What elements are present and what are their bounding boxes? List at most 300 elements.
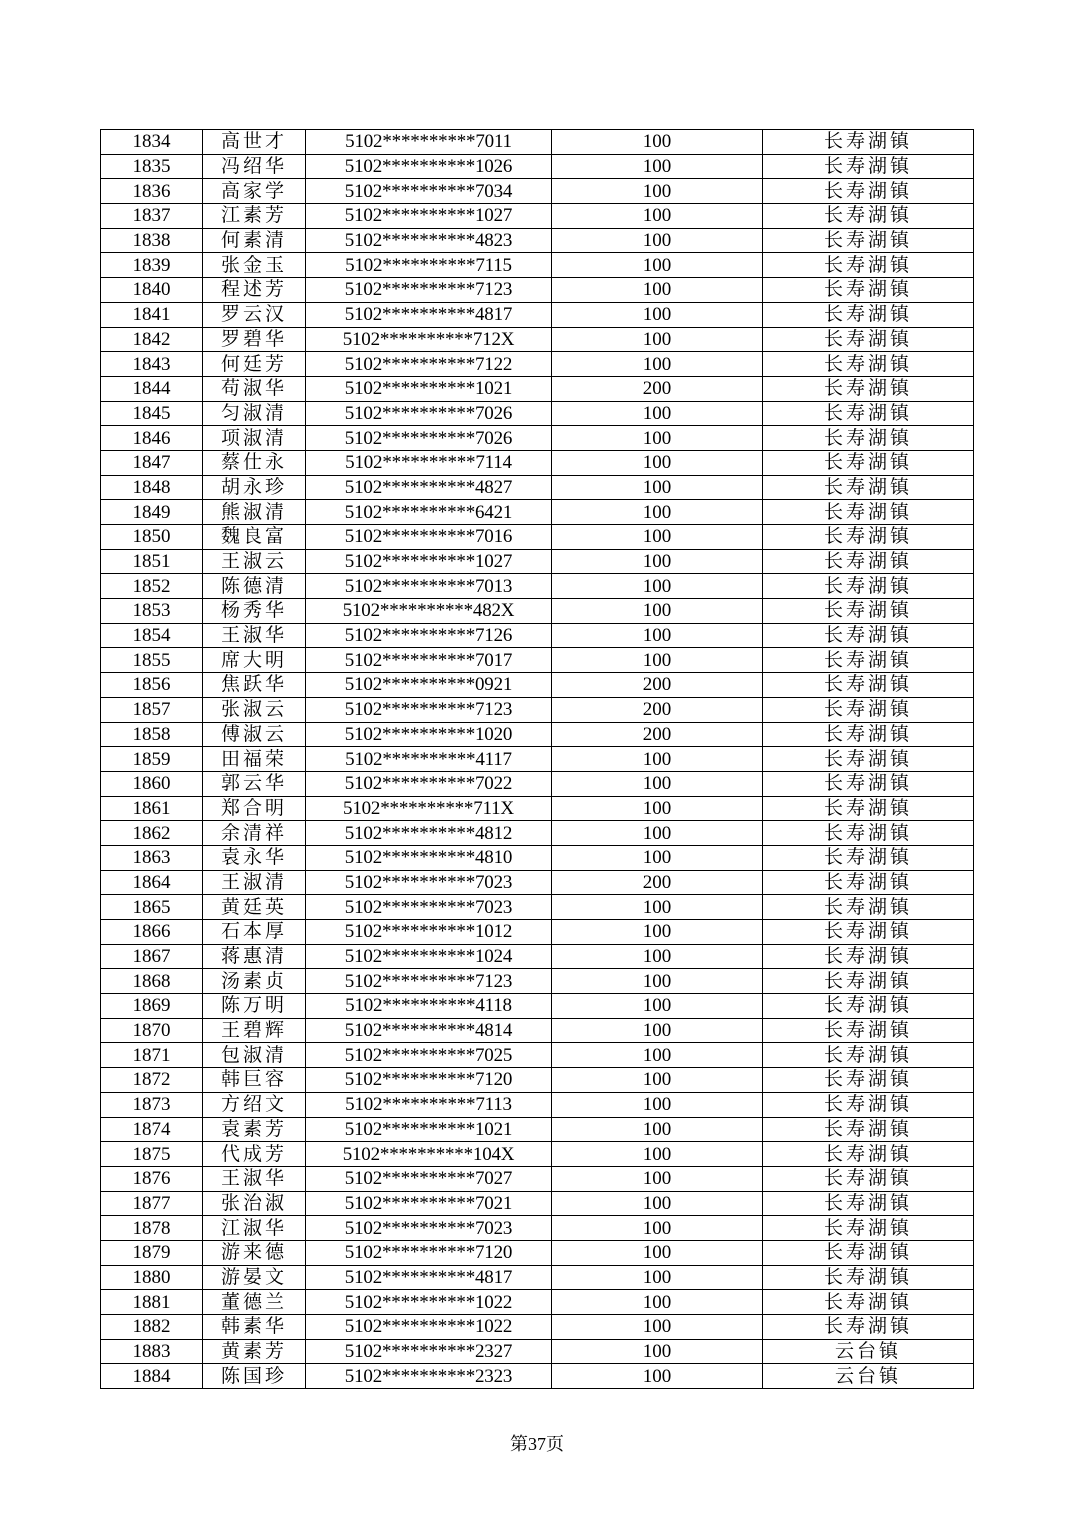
id-number-cell: 5102**********7114 (306, 450, 552, 475)
serial-number-cell: 1835 (101, 154, 203, 179)
person-name-cell: 游来德 (203, 1240, 306, 1265)
id-number-cell: 5102**********1021 (306, 376, 552, 401)
town-cell: 长寿湖镇 (763, 500, 974, 525)
amount-cell: 100 (552, 228, 763, 253)
person-name-cell: 高家学 (203, 179, 306, 204)
person-name-cell: 方绍文 (203, 1092, 306, 1117)
id-number-cell: 5102**********7122 (306, 352, 552, 377)
table-row (101, 450, 974, 475)
serial-number-cell: 1878 (101, 1216, 203, 1241)
amount-cell: 100 (552, 1265, 763, 1290)
amount-cell: 100 (552, 599, 763, 624)
town-cell: 长寿湖镇 (763, 994, 974, 1019)
table-row (101, 302, 974, 327)
amount-cell: 100 (552, 549, 763, 574)
id-number-cell: 5102**********2323 (306, 1364, 552, 1389)
town-cell: 长寿湖镇 (763, 130, 974, 155)
table-row (101, 426, 974, 451)
id-number-cell: 5102**********7123 (306, 278, 552, 303)
town-cell: 长寿湖镇 (763, 1117, 974, 1142)
town-cell: 云台镇 (763, 1364, 974, 1389)
town-cell: 长寿湖镇 (763, 673, 974, 698)
amount-cell: 100 (552, 450, 763, 475)
table-row (101, 870, 974, 895)
id-number-cell: 5102**********7021 (306, 1191, 552, 1216)
amount-cell: 100 (552, 1018, 763, 1043)
town-cell: 长寿湖镇 (763, 1018, 974, 1043)
serial-number-cell: 1852 (101, 574, 203, 599)
person-name-cell: 熊淑清 (203, 500, 306, 525)
table-row (101, 796, 974, 821)
table-row (101, 179, 974, 204)
table-row (101, 648, 974, 673)
table-row (101, 599, 974, 624)
table-row (101, 697, 974, 722)
town-cell: 长寿湖镇 (763, 969, 974, 994)
person-name-cell: 张治淑 (203, 1191, 306, 1216)
table-row (101, 623, 974, 648)
serial-number-cell: 1877 (101, 1191, 203, 1216)
town-cell: 长寿湖镇 (763, 525, 974, 550)
town-cell: 长寿湖镇 (763, 1265, 974, 1290)
serial-number-cell: 1850 (101, 525, 203, 550)
id-number-cell: 5102**********7016 (306, 525, 552, 550)
person-name-cell: 匀淑清 (203, 401, 306, 426)
town-cell: 长寿湖镇 (763, 376, 974, 401)
table-row (101, 204, 974, 229)
amount-cell: 100 (552, 278, 763, 303)
roster-table-body (101, 130, 974, 1389)
id-number-cell: 5102**********4117 (306, 747, 552, 772)
id-number-cell: 5102**********1024 (306, 944, 552, 969)
id-number-cell: 5102**********4118 (306, 994, 552, 1019)
id-number-cell: 5102**********1027 (306, 204, 552, 229)
person-name-cell: 罗云汉 (203, 302, 306, 327)
id-number-cell: 5102**********7034 (306, 179, 552, 204)
town-cell: 长寿湖镇 (763, 623, 974, 648)
town-cell: 长寿湖镇 (763, 870, 974, 895)
town-cell: 长寿湖镇 (763, 1315, 974, 1340)
id-number-cell: 5102**********1020 (306, 722, 552, 747)
id-number-cell: 5102**********7023 (306, 895, 552, 920)
table-row (101, 500, 974, 525)
id-number-cell: 5102**********4823 (306, 228, 552, 253)
amount-cell: 100 (552, 1290, 763, 1315)
person-name-cell: 傅淑云 (203, 722, 306, 747)
person-name-cell: 蒋惠清 (203, 944, 306, 969)
table-row (101, 1068, 974, 1093)
serial-number-cell: 1844 (101, 376, 203, 401)
town-cell: 长寿湖镇 (763, 1290, 974, 1315)
table-row (101, 969, 974, 994)
town-cell: 长寿湖镇 (763, 1142, 974, 1167)
person-name-cell: 蔡仕永 (203, 450, 306, 475)
serial-number-cell: 1872 (101, 1068, 203, 1093)
id-number-cell: 5102**********1022 (306, 1290, 552, 1315)
serial-number-cell: 1882 (101, 1315, 203, 1340)
table-row (101, 549, 974, 574)
table-row (101, 673, 974, 698)
id-number-cell: 5102**********7113 (306, 1092, 552, 1117)
town-cell: 长寿湖镇 (763, 549, 974, 574)
person-name-cell: 袁永华 (203, 845, 306, 870)
id-number-cell: 5102**********4810 (306, 845, 552, 870)
person-name-cell: 焦跃华 (203, 673, 306, 698)
town-cell: 长寿湖镇 (763, 1092, 974, 1117)
id-number-cell: 5102**********7013 (306, 574, 552, 599)
table-row (101, 327, 974, 352)
town-cell: 长寿湖镇 (763, 845, 974, 870)
amount-cell: 100 (552, 1117, 763, 1142)
person-name-cell: 王淑云 (203, 549, 306, 574)
person-name-cell: 王淑清 (203, 870, 306, 895)
amount-cell: 100 (552, 1191, 763, 1216)
town-cell: 长寿湖镇 (763, 179, 974, 204)
serial-number-cell: 1841 (101, 302, 203, 327)
amount-cell: 100 (552, 1166, 763, 1191)
person-name-cell: 董德兰 (203, 1290, 306, 1315)
table-row (101, 1339, 974, 1364)
id-number-cell: 5102**********4817 (306, 302, 552, 327)
amount-cell: 100 (552, 821, 763, 846)
person-name-cell: 袁素芳 (203, 1117, 306, 1142)
serial-number-cell: 1879 (101, 1240, 203, 1265)
id-number-cell: 5102**********482X (306, 599, 552, 624)
serial-number-cell: 1862 (101, 821, 203, 846)
amount-cell: 100 (552, 1364, 763, 1389)
table-row (101, 1043, 974, 1068)
id-number-cell: 5102**********7120 (306, 1240, 552, 1265)
table-row (101, 1265, 974, 1290)
person-name-cell: 田福荣 (203, 747, 306, 772)
person-name-cell: 陈德清 (203, 574, 306, 599)
table-row (101, 574, 974, 599)
amount-cell: 100 (552, 1043, 763, 1068)
amount-cell: 100 (552, 771, 763, 796)
serial-number-cell: 1876 (101, 1166, 203, 1191)
amount-cell: 100 (552, 895, 763, 920)
table-row (101, 352, 974, 377)
serial-number-cell: 1861 (101, 796, 203, 821)
serial-number-cell: 1881 (101, 1290, 203, 1315)
serial-number-cell: 1867 (101, 944, 203, 969)
serial-number-cell: 1843 (101, 352, 203, 377)
amount-cell: 100 (552, 426, 763, 451)
amount-cell: 100 (552, 302, 763, 327)
id-number-cell: 5102**********4814 (306, 1018, 552, 1043)
person-name-cell: 项淑清 (203, 426, 306, 451)
table-row (101, 821, 974, 846)
id-number-cell: 5102**********7126 (306, 623, 552, 648)
amount-cell: 100 (552, 969, 763, 994)
table-row (101, 895, 974, 920)
amount-cell: 100 (552, 574, 763, 599)
table-row (101, 525, 974, 550)
person-name-cell: 黄廷英 (203, 895, 306, 920)
town-cell: 长寿湖镇 (763, 821, 974, 846)
serial-number-cell: 1836 (101, 179, 203, 204)
table-row (101, 376, 974, 401)
page-number: 第37页 (510, 1434, 564, 1454)
id-number-cell: 5102**********1021 (306, 1117, 552, 1142)
amount-cell: 200 (552, 376, 763, 401)
amount-cell: 200 (552, 870, 763, 895)
town-cell: 长寿湖镇 (763, 944, 974, 969)
person-name-cell: 王淑华 (203, 1166, 306, 1191)
town-cell: 长寿湖镇 (763, 204, 974, 229)
table-row (101, 1018, 974, 1043)
person-name-cell: 陈万明 (203, 994, 306, 1019)
id-number-cell: 5102**********7120 (306, 1068, 552, 1093)
amount-cell: 100 (552, 845, 763, 870)
serial-number-cell: 1837 (101, 204, 203, 229)
id-number-cell: 5102**********1022 (306, 1315, 552, 1340)
town-cell: 长寿湖镇 (763, 228, 974, 253)
town-cell: 长寿湖镇 (763, 1240, 974, 1265)
table-row (101, 475, 974, 500)
person-name-cell: 席大明 (203, 648, 306, 673)
person-name-cell: 汤素贞 (203, 969, 306, 994)
person-name-cell: 余清祥 (203, 821, 306, 846)
serial-number-cell: 1840 (101, 278, 203, 303)
town-cell: 长寿湖镇 (763, 920, 974, 945)
id-number-cell: 5102**********4817 (306, 1265, 552, 1290)
person-name-cell: 黄素芳 (203, 1339, 306, 1364)
table-row (101, 154, 974, 179)
table-row (101, 944, 974, 969)
table-row (101, 1191, 974, 1216)
amount-cell: 100 (552, 944, 763, 969)
serial-number-cell: 1884 (101, 1364, 203, 1389)
amount-cell: 100 (552, 327, 763, 352)
amount-cell: 100 (552, 154, 763, 179)
amount-cell: 100 (552, 1068, 763, 1093)
person-name-cell: 包淑清 (203, 1043, 306, 1068)
town-cell: 长寿湖镇 (763, 1191, 974, 1216)
table-row (101, 278, 974, 303)
person-name-cell: 王淑华 (203, 623, 306, 648)
person-name-cell: 江淑华 (203, 1216, 306, 1241)
serial-number-cell: 1846 (101, 426, 203, 451)
amount-cell: 100 (552, 1092, 763, 1117)
serial-number-cell: 1875 (101, 1142, 203, 1167)
table-row (101, 994, 974, 1019)
serial-number-cell: 1863 (101, 845, 203, 870)
serial-number-cell: 1848 (101, 475, 203, 500)
town-cell: 长寿湖镇 (763, 771, 974, 796)
serial-number-cell: 1874 (101, 1117, 203, 1142)
id-number-cell: 5102**********0921 (306, 673, 552, 698)
town-cell: 长寿湖镇 (763, 648, 974, 673)
person-name-cell: 韩巨容 (203, 1068, 306, 1093)
table-row (101, 130, 974, 155)
id-number-cell: 5102**********7027 (306, 1166, 552, 1191)
amount-cell: 100 (552, 1339, 763, 1364)
table-row (101, 920, 974, 945)
table-row (101, 401, 974, 426)
serial-number-cell: 1858 (101, 722, 203, 747)
serial-number-cell: 1883 (101, 1339, 203, 1364)
town-cell: 长寿湖镇 (763, 253, 974, 278)
id-number-cell: 5102**********7123 (306, 969, 552, 994)
person-name-cell: 何素清 (203, 228, 306, 253)
table-row (101, 722, 974, 747)
person-name-cell: 韩素华 (203, 1315, 306, 1340)
serial-number-cell: 1870 (101, 1018, 203, 1043)
serial-number-cell: 1864 (101, 870, 203, 895)
person-name-cell: 游晏文 (203, 1265, 306, 1290)
serial-number-cell: 1834 (101, 130, 203, 155)
person-name-cell: 罗碧华 (203, 327, 306, 352)
person-name-cell: 何廷芳 (203, 352, 306, 377)
serial-number-cell: 1855 (101, 648, 203, 673)
amount-cell: 100 (552, 1315, 763, 1340)
table-row (101, 1290, 974, 1315)
id-number-cell: 5102**********1027 (306, 549, 552, 574)
serial-number-cell: 1838 (101, 228, 203, 253)
table-row (101, 1092, 974, 1117)
table-row (101, 1315, 974, 1340)
id-number-cell: 5102**********7123 (306, 697, 552, 722)
id-number-cell: 5102**********7023 (306, 1216, 552, 1241)
town-cell: 长寿湖镇 (763, 450, 974, 475)
amount-cell: 100 (552, 130, 763, 155)
id-number-cell: 5102**********1026 (306, 154, 552, 179)
amount-cell: 100 (552, 648, 763, 673)
amount-cell: 100 (552, 1142, 763, 1167)
amount-cell: 100 (552, 179, 763, 204)
serial-number-cell: 1866 (101, 920, 203, 945)
person-name-cell: 高世才 (203, 130, 306, 155)
id-number-cell: 5102**********104X (306, 1142, 552, 1167)
table-row (101, 253, 974, 278)
amount-cell: 100 (552, 623, 763, 648)
amount-cell: 100 (552, 747, 763, 772)
person-name-cell: 石本厚 (203, 920, 306, 945)
table-row (101, 1240, 974, 1265)
serial-number-cell: 1860 (101, 771, 203, 796)
serial-number-cell: 1839 (101, 253, 203, 278)
serial-number-cell: 1847 (101, 450, 203, 475)
amount-cell: 100 (552, 796, 763, 821)
serial-number-cell: 1853 (101, 599, 203, 624)
id-number-cell: 5102**********7022 (306, 771, 552, 796)
serial-number-cell: 1849 (101, 500, 203, 525)
serial-number-cell: 1856 (101, 673, 203, 698)
town-cell: 长寿湖镇 (763, 154, 974, 179)
person-name-cell: 苟淑华 (203, 376, 306, 401)
town-cell: 长寿湖镇 (763, 1068, 974, 1093)
town-cell: 长寿湖镇 (763, 1216, 974, 1241)
amount-cell: 100 (552, 475, 763, 500)
person-name-cell: 张淑云 (203, 697, 306, 722)
person-name-cell: 胡永珍 (203, 475, 306, 500)
person-name-cell: 郑合明 (203, 796, 306, 821)
amount-cell: 100 (552, 401, 763, 426)
id-number-cell: 5102**********6421 (306, 500, 552, 525)
id-number-cell: 5102**********7017 (306, 648, 552, 673)
town-cell: 长寿湖镇 (763, 697, 974, 722)
serial-number-cell: 1873 (101, 1092, 203, 1117)
town-cell: 长寿湖镇 (763, 1043, 974, 1068)
serial-number-cell: 1845 (101, 401, 203, 426)
id-number-cell: 5102**********7023 (306, 870, 552, 895)
id-number-cell: 5102**********4812 (306, 821, 552, 846)
roster-table (100, 129, 974, 1389)
person-name-cell: 杨秀华 (203, 599, 306, 624)
amount-cell: 200 (552, 673, 763, 698)
id-number-cell: 5102**********2327 (306, 1339, 552, 1364)
person-name-cell: 魏良富 (203, 525, 306, 550)
serial-number-cell: 1865 (101, 895, 203, 920)
id-number-cell: 5102**********7011 (306, 130, 552, 155)
town-cell: 长寿湖镇 (763, 327, 974, 352)
table-row (101, 845, 974, 870)
town-cell: 长寿湖镇 (763, 352, 974, 377)
town-cell: 长寿湖镇 (763, 895, 974, 920)
serial-number-cell: 1857 (101, 697, 203, 722)
amount-cell: 100 (552, 1240, 763, 1265)
table-row (101, 1216, 974, 1241)
town-cell: 长寿湖镇 (763, 747, 974, 772)
amount-cell: 100 (552, 253, 763, 278)
table-row (101, 1364, 974, 1389)
table-row (101, 1166, 974, 1191)
town-cell: 长寿湖镇 (763, 302, 974, 327)
amount-cell: 100 (552, 352, 763, 377)
person-name-cell: 王碧辉 (203, 1018, 306, 1043)
serial-number-cell: 1871 (101, 1043, 203, 1068)
table-row (101, 228, 974, 253)
id-number-cell: 5102**********1012 (306, 920, 552, 945)
amount-cell: 100 (552, 994, 763, 1019)
amount-cell: 200 (552, 722, 763, 747)
amount-cell: 100 (552, 1216, 763, 1241)
person-name-cell: 张金玉 (203, 253, 306, 278)
id-number-cell: 5102**********4827 (306, 475, 552, 500)
person-name-cell: 江素芳 (203, 204, 306, 229)
id-number-cell: 5102**********7115 (306, 253, 552, 278)
serial-number-cell: 1880 (101, 1265, 203, 1290)
id-number-cell: 5102**********7026 (306, 426, 552, 451)
amount-cell: 100 (552, 920, 763, 945)
town-cell: 长寿湖镇 (763, 401, 974, 426)
person-name-cell: 陈国珍 (203, 1364, 306, 1389)
table-row (101, 747, 974, 772)
town-cell: 长寿湖镇 (763, 796, 974, 821)
town-cell: 长寿湖镇 (763, 599, 974, 624)
id-number-cell: 5102**********7026 (306, 401, 552, 426)
amount-cell: 100 (552, 500, 763, 525)
table-row (101, 771, 974, 796)
amount-cell: 200 (552, 697, 763, 722)
id-number-cell: 5102**********711X (306, 796, 552, 821)
town-cell: 长寿湖镇 (763, 722, 974, 747)
id-number-cell: 5102**********7025 (306, 1043, 552, 1068)
town-cell: 长寿湖镇 (763, 574, 974, 599)
person-name-cell: 冯绍华 (203, 154, 306, 179)
table-row (101, 1142, 974, 1167)
town-cell: 长寿湖镇 (763, 1166, 974, 1191)
person-name-cell: 程述芳 (203, 278, 306, 303)
id-number-cell: 5102**********712X (306, 327, 552, 352)
person-name-cell: 郭云华 (203, 771, 306, 796)
table-row (101, 1117, 974, 1142)
amount-cell: 100 (552, 525, 763, 550)
serial-number-cell: 1859 (101, 747, 203, 772)
town-cell: 长寿湖镇 (763, 278, 974, 303)
amount-cell: 100 (552, 204, 763, 229)
